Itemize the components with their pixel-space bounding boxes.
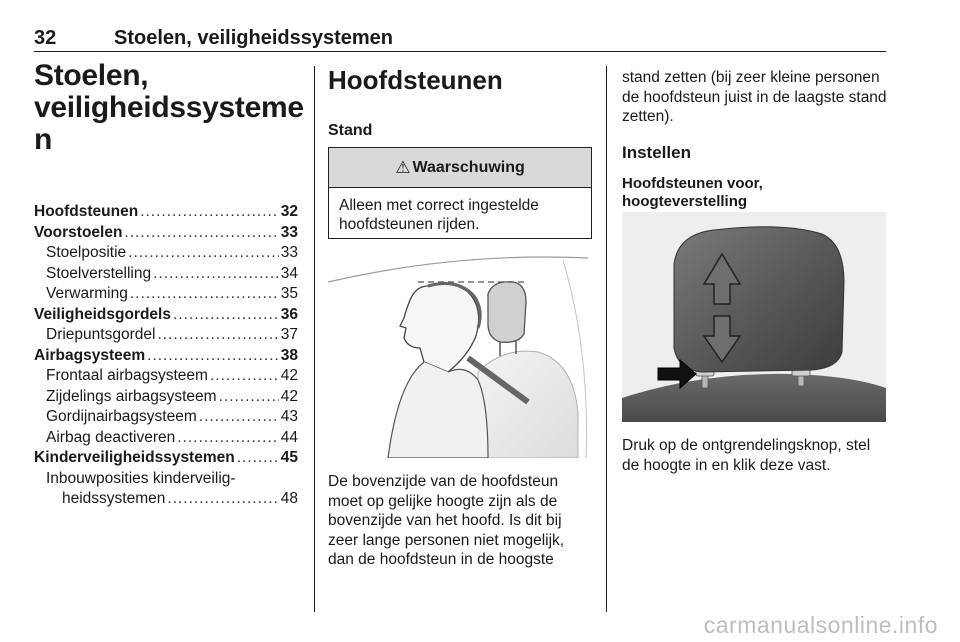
toc-entry[interactable]: Frontaal airbagsysteem ..... 42 <box>34 366 298 387</box>
stand-paragraph: De bovenzijde van de hoofdsteun moet op gelijke hoogte zijn als de bovenzijde van het hoofd. Is dit bij zeer lange personen niet mogelijk, dan de hoofdsteun in de hoogste <box>328 473 565 568</box>
page-number: 32 <box>34 27 57 49</box>
toc-entry[interactable]: Stoelverstelling ..... 34 <box>34 264 298 285</box>
warning-title: Waarschuwing <box>412 158 525 176</box>
chapter-title: Stoelen, veiligheidssysteme n <box>34 59 304 156</box>
subsection-title: Stand <box>328 122 373 139</box>
toc-entry[interactable]: Voorstoelen ..... 33 <box>34 223 298 244</box>
warning-text: Alleen met correct ingestelde hoofdsteunen rijden. <box>339 197 539 233</box>
section-hoofdsteunen <box>328 64 592 140</box>
section-title: Hoofdsteunen <box>328 65 503 95</box>
warning-box <box>328 147 592 239</box>
subsection-title: Instellen <box>622 142 691 162</box>
toc-entry[interactable]: Driepuntsgordel ..... 37 <box>34 325 298 346</box>
table-of-contents <box>34 202 298 510</box>
headrest-height-adjust-illustration <box>622 212 886 422</box>
warning-header <box>329 148 591 188</box>
instellen-paragraph: Druk op de ontgrendelingsknop, stel de hoogte in en klik deze vast. <box>622 437 871 474</box>
warning-triangle-icon: ⚠ <box>395 157 411 177</box>
headrest-position-illustration <box>328 252 592 458</box>
toc-entry-multiline-cont[interactable]: heidssystemen ..... 48 <box>34 489 298 510</box>
watermark: carmanualsonline.info <box>703 612 938 638</box>
toc-entry[interactable]: Stoelpositie ..... 33 <box>34 243 298 264</box>
continued-paragraph: stand zetten (bij zeer kleine personen de hoofdsteun juist in de laagste stand zetten). <box>622 69 887 125</box>
header-rule <box>34 51 886 52</box>
section-instellen <box>622 68 888 211</box>
toc-entry[interactable]: Hoofdsteunen ..... 32 <box>34 202 298 223</box>
toc-entry[interactable]: Gordijnairbagsysteem ..... 43 <box>34 407 298 428</box>
column-divider <box>606 66 607 612</box>
chapter-title-block <box>34 59 304 156</box>
column-divider <box>314 66 315 612</box>
page-header <box>34 20 886 52</box>
toc-entry[interactable]: Airbagsysteem ..... 38 <box>34 346 298 367</box>
toc-entry[interactable]: Verwarming ..... 35 <box>34 284 298 305</box>
toc-entry-multiline[interactable]: Inbouwposities kinderveilig- <box>46 469 236 487</box>
minor-heading: Hoofdsteunen voor, hoogteverstelling <box>622 174 763 210</box>
toc-entry[interactable]: Kinderveiligheidssystemen ..... 45 <box>34 448 298 469</box>
running-header-title: Stoelen, veiligheidssystemen <box>114 27 393 49</box>
toc-entry[interactable]: Veiligheidsgordels ..... 36 <box>34 305 298 326</box>
toc-entry[interactable]: Zijdelings airbagsysteem ..... 42 <box>34 387 298 408</box>
toc-entry[interactable]: Airbag deactiveren ..... 44 <box>34 428 298 449</box>
